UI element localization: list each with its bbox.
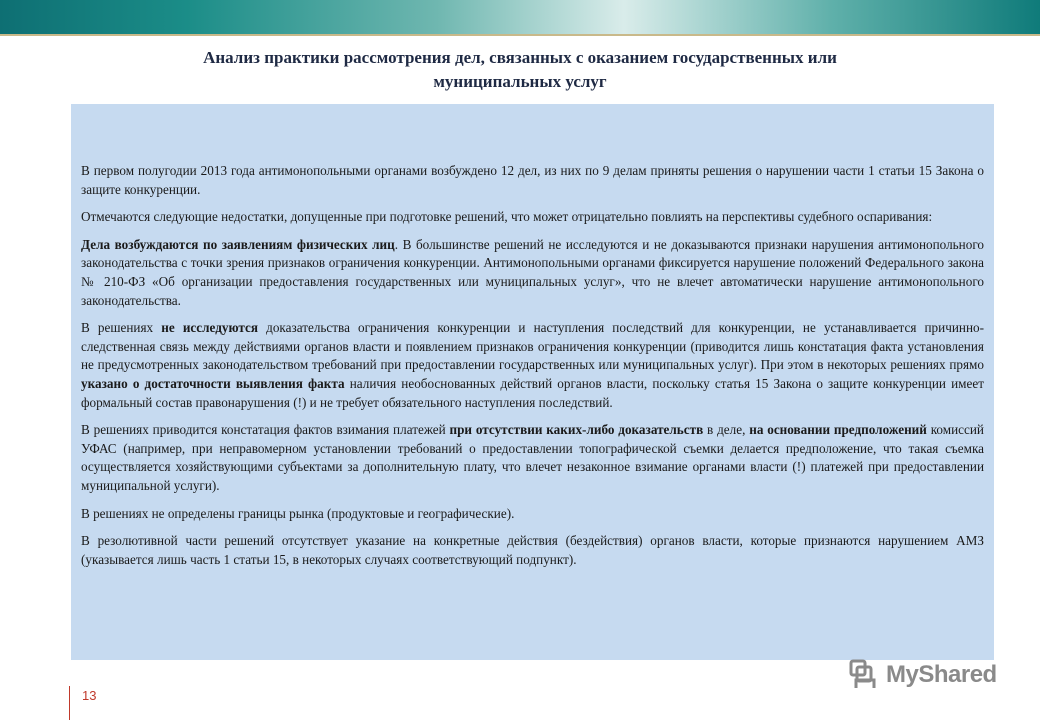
page-number-rule (69, 686, 70, 720)
paragraph-4-text-c: наличия необоснованных действий органов власти, поскольку статья 15 Закона о защите конкуренции имеет формальный состав правонарушения (!) и не требует обязательного наступления последствий. (81, 375, 984, 410)
paragraph-1: В первом полугодии 2013 года антимонопольными органами возбуждено 12 дел, из них по 9 делам приняты решения о нарушении части 1 статьи 15 Закона о защите конкуренции. (81, 163, 984, 197)
paragraph-7: В резолютивной части решений отсутствует указание на конкретные действия (бездействия) органов власти, которые признаются нарушением АМЗ (указывается лишь часть 1 статьи 15, в некоторых случаях соответствующий подпункт). (81, 533, 984, 567)
header-divider (0, 34, 1040, 36)
paragraph-5-bold-2: на основании предположений (749, 422, 927, 438)
paragraph-3-bold: Дела возбуждаются по заявлениям физических лиц (81, 236, 395, 252)
slide-title-line-2: муниципальных услуг (433, 72, 607, 91)
paragraph-4-text-a: В решениях (81, 320, 162, 336)
paragraph-4-bold-1: не исследуются (161, 320, 259, 336)
paragraph-4-bold-2: указано о достаточности выявления факта (81, 375, 345, 391)
paragraph-5-text-a: В решениях приводится констатация фактов взимания платежей (81, 422, 450, 438)
page-number: 13 (82, 688, 97, 703)
paragraph-4-text-b: доказательства ограничения конкуренции и наступления последствий для конкуренции, не устанавливается причинно-следственная связь между действиями органов власти и появлением признаков ограничения конкуренции (приводится лишь констатация факта установления не предусмотренных законодательством требований при предоставлении государственных или муниципальных услуг). При этом в некоторых решениях прямо (81, 320, 985, 373)
paragraph-4 (81, 319, 984, 412)
paragraph-5-text-c: комиссий УФАС (например, при неправомерном установлении требований о предоставлении топографической съемки делается предположение, что такая съемка осуществляется хозяйствующими субъектами за дополнительную плату, что влечет незаконное взимание органами власти (!) платежей при предоставлении муниципальной услуги). (81, 422, 984, 493)
myshared-watermark (848, 658, 997, 692)
paragraph-3-text: . В большинстве решений не исследуются и не доказываются признаки нарушения антимонопольного законодательства с точки зрения признаков ограничения конкуренции. Антимонопольными органами фиксируется нарушение положений Федерального закона № 210-ФЗ «Об организации предоставления государственных или муниципальных услуг», что не влечет автоматически нарушение антимонопольного законодательства. (81, 236, 985, 308)
paragraph-5-bold-1: при отсутствии каких-либо доказательств (449, 422, 704, 438)
paragraph-5 (81, 421, 984, 495)
slide-title-line-1: Анализ практики рассмотрения дел, связанных с оказанием государственных или (203, 48, 837, 67)
content-box (71, 104, 994, 660)
myshared-logo-text: MyShared (886, 661, 997, 688)
header-band (0, 0, 1040, 34)
paragraph-5-text-b: в деле, (703, 422, 750, 438)
paragraph-6: В решениях не определены границы рынка (продуктовые и географические). (81, 505, 515, 521)
paragraph-3 (81, 236, 984, 310)
paragraph-2: Отмечаются следующие недостатки, допущенные при подготовке решений, что может отрицательно повлиять на перспективы судебного оспаривания: (81, 209, 933, 225)
slide-title (60, 46, 980, 94)
myshared-logo-icon (848, 658, 882, 692)
